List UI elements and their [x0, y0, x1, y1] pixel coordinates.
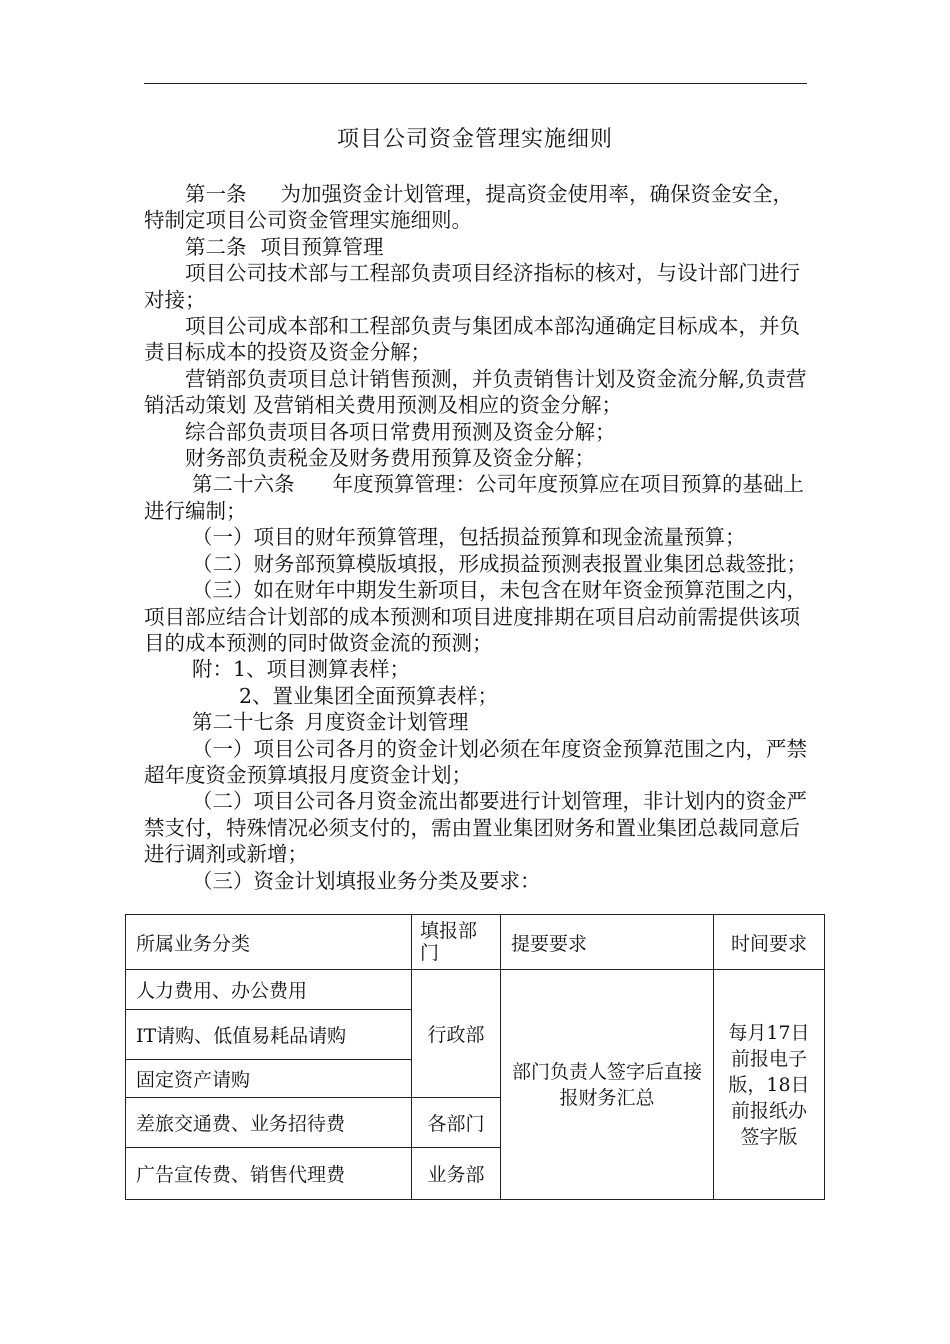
paragraph: （三）资金计划填报业务分类及要求：: [192, 868, 541, 893]
article-2-text: 项目预算管理: [260, 234, 384, 259]
article-1-text: 为加强资金计划管理，提高资金使用率，确保资金安全，特制定项目公司资金管理实施细则。: [144, 182, 793, 233]
document-body: [144, 181, 808, 894]
table-header-cell: 提要要求: [501, 915, 714, 970]
fund-plan-table: [125, 914, 825, 1200]
article-27-label: 第二十七条: [192, 710, 295, 735]
header-rule: [144, 83, 807, 84]
table-header-row: [126, 915, 825, 970]
paragraph: 营销部负责项目总计销售预测，并负责销售计划及资金流分解,负责营销活动策划 及营销相关费用预测及相应的资金分解；: [144, 366, 807, 418]
paragraph-appendix: 附：1、项目测算表样；: [192, 657, 411, 682]
article-2-label: 第二条: [185, 234, 247, 259]
paragraph-article-1: [144, 181, 808, 234]
paragraph-article-2: [144, 234, 808, 260]
table-cell: 固定资产请购: [126, 1060, 412, 1098]
paragraph: 项目公司技术部与工程部负责项目经济指标的核对，与设计部门进行对接；: [144, 261, 800, 312]
dept-cell: 业务部: [412, 1148, 501, 1200]
table-cell: IT请购、低值易耗品请购: [126, 1010, 412, 1060]
paragraph: 财务部负责税金及财务费用预算及资金分解；: [185, 446, 595, 471]
table-cell: 广告宣传费、销售代理费: [126, 1148, 412, 1200]
paragraph-article-27: [144, 709, 808, 735]
article-1-label: 第一条: [185, 182, 247, 206]
paragraph: （三）如在财年中期发生新项目，未包含在财年资金预算范围之内，项目部应结合计划部的成本预测和项目进度排期在项目启动前需提供该项目的成本预测的同时做资金流的预测；: [144, 578, 807, 655]
table-header-cell: 时间要求: [714, 915, 825, 970]
table-header-cell: 填报部门: [412, 915, 501, 970]
article-26-text: 年度预算管理：公司年度预算应在项目预算的基础上进行编制；: [144, 472, 804, 523]
page-title: 项目公司资金管理实施细则: [336, 127, 613, 152]
table-row: [126, 970, 825, 1010]
article-26-label: 第二十六条: [192, 472, 295, 497]
table-cell: 差旅交通费、业务招待费: [126, 1098, 412, 1148]
paragraph: （一）项目公司各月的资金计划必须在年度资金预算范围之内，严禁超年度资金预算填报月度资金计划；: [144, 736, 807, 787]
paragraph: （二）项目公司各月资金流出都要进行计划管理，非计划内的资金严禁支付，特殊情况必须支付的，需由置业集团财务和置业集团总裁同意后进行调剂或新增；: [144, 789, 807, 867]
paragraph: （二）财务部预算模版填报，形成损益预测表报置业集团总裁签批；: [192, 551, 807, 576]
article-27-text: 月度资金计划管理: [304, 710, 469, 735]
paragraph: 综合部负责项目各项日常费用预测及资金分解；: [185, 419, 616, 444]
dept-cell: 行政部: [412, 970, 501, 1098]
paragraph: 项目公司成本部和工程部负责与集团成本部沟通确定目标成本，并负责目标成本的投资及资金分解；: [144, 314, 800, 365]
paragraph: （一）项目的财年预算管理，包括损益预算和现金流量预算；: [192, 525, 746, 550]
time-requirement-cell: 每月17日前报电子版，18日前报纸办签字版: [714, 970, 825, 1200]
paragraph-article-26: [144, 471, 808, 524]
table-cell: 人力费用、办公费用: [126, 970, 412, 1010]
dept-cell: 各部门: [412, 1098, 501, 1148]
table-header-cell: 所属业务分类: [126, 915, 412, 970]
paragraph-appendix-item: 2、置业集团全面预算表样；: [239, 683, 499, 708]
requirement-cell: 部门负责人签字后直接报财务汇总: [501, 970, 714, 1200]
